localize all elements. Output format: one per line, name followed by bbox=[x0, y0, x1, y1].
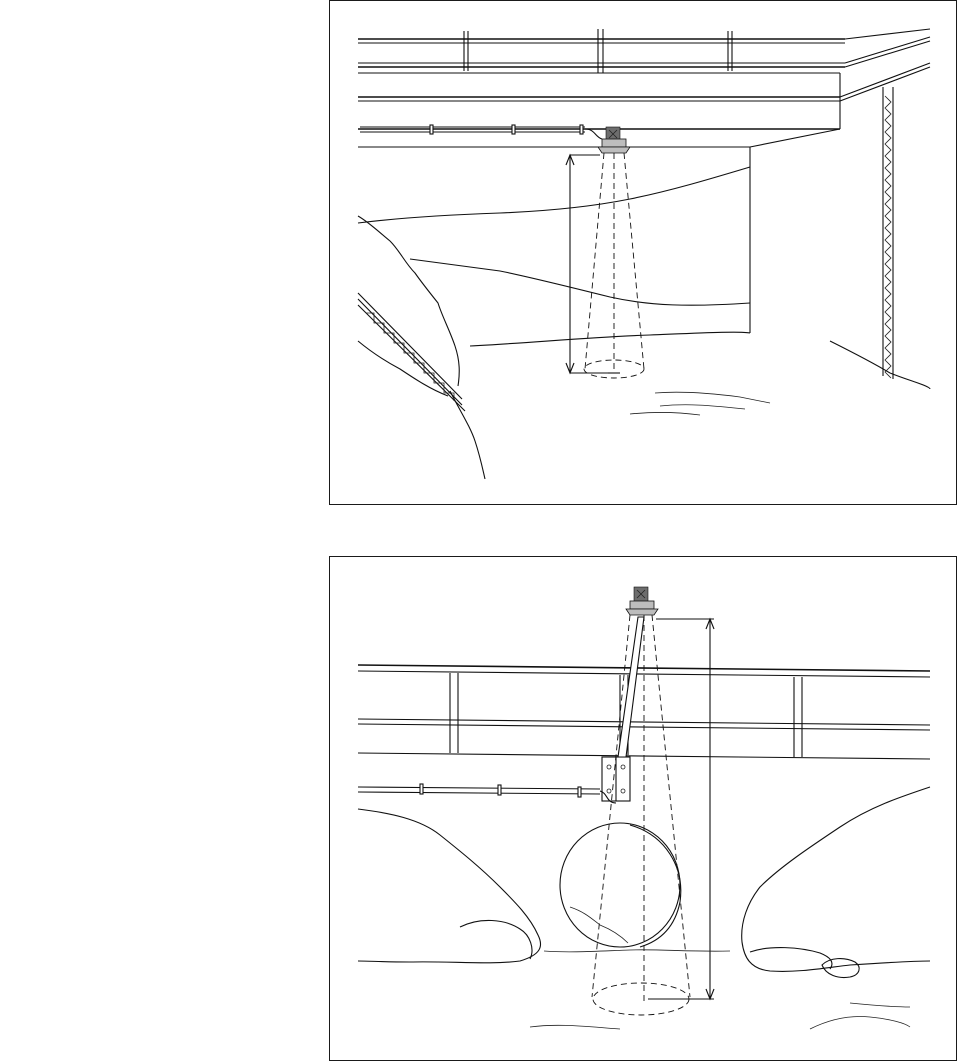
cable-conduit-icon bbox=[358, 784, 616, 803]
radar-sensor-icon bbox=[626, 587, 658, 615]
measurement-arrow-icon bbox=[566, 155, 610, 373]
bridge-deck bbox=[358, 29, 930, 333]
cable-conduit-icon bbox=[360, 125, 602, 139]
culvert-pipe-icon bbox=[560, 823, 681, 947]
mounting-bracket-icon bbox=[602, 617, 644, 801]
beam-cone-icon bbox=[592, 615, 690, 1015]
radar-sensor-icon bbox=[598, 127, 630, 153]
figure-bridge-underside bbox=[329, 0, 957, 505]
beam-cone-icon bbox=[584, 153, 644, 378]
riverbank-icon bbox=[358, 167, 750, 479]
culvert-scene-drawing bbox=[330, 557, 958, 1062]
figure-culvert-arm-mount bbox=[329, 556, 957, 1061]
water-surface-icon bbox=[630, 392, 770, 415]
bridge-pillar bbox=[830, 87, 930, 389]
staircase-icon bbox=[358, 293, 465, 411]
bridge-scene-drawing bbox=[330, 1, 958, 506]
